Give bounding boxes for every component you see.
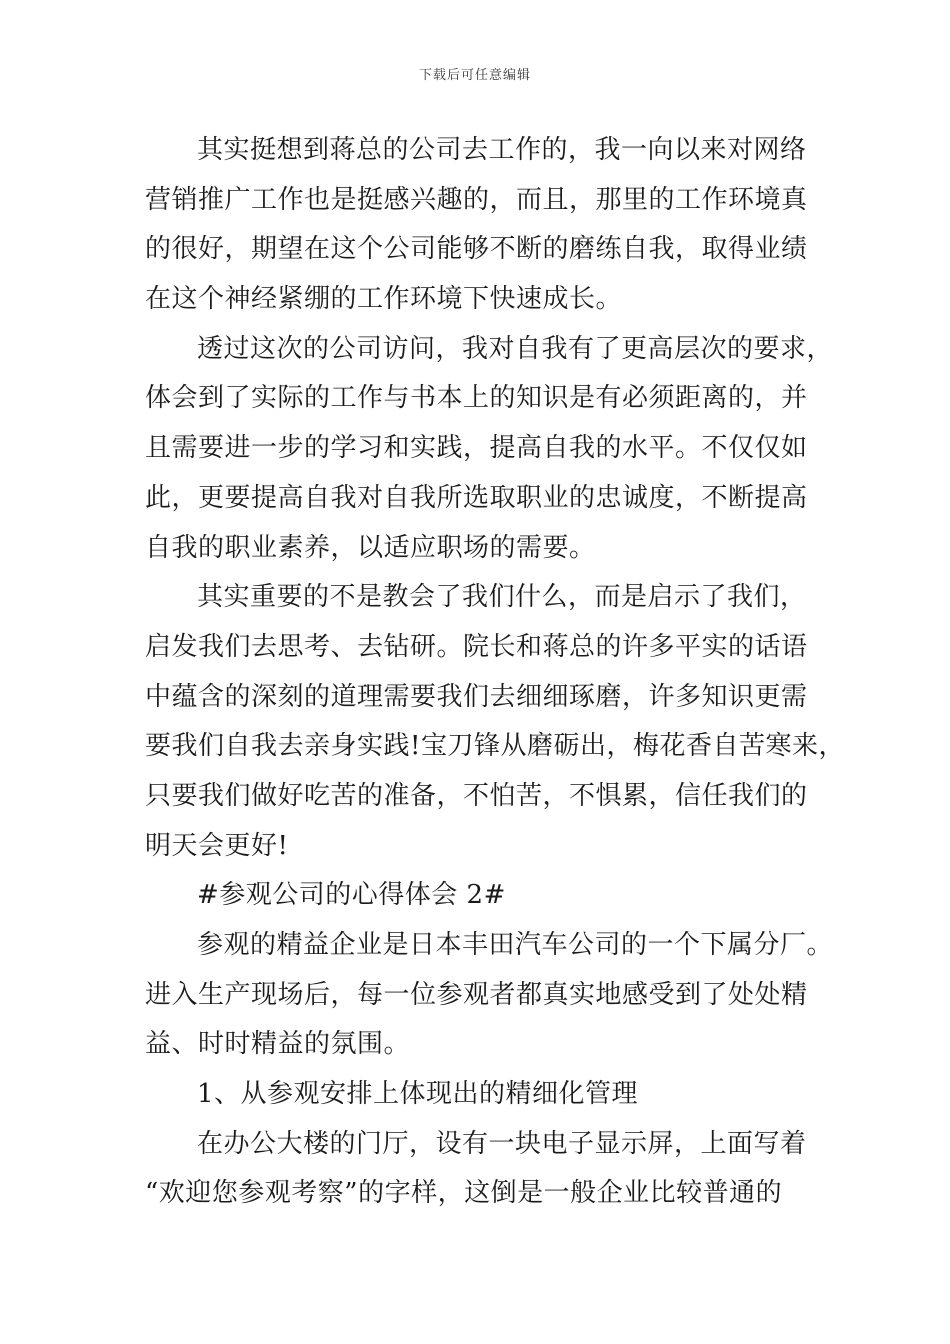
- document-body: [145, 126, 845, 1219]
- paragraph-line: 透过这次的公司访问，我对自我有了更高层次的要求，: [197, 333, 834, 364]
- paragraph-line: 营销推广工作也是挺感兴趣的，而且，那里的工作环境真: [145, 184, 808, 215]
- paragraph-line: “欢迎您参观考察”的字样，这倒是一般企业比较普通的: [145, 1178, 783, 1209]
- paragraph-line: 体会到了实际的工作与书本上的知识是有必须距离的，并: [145, 383, 808, 414]
- page-header-note: 下载后可任意编辑: [418, 68, 531, 83]
- paragraph-line: 进入生产现场后，每一位参观者都真实地感受到了处处精: [145, 979, 808, 1010]
- paragraph-line: 中蕴含的深刻的道理需要我们去细细琢磨，许多知识更需: [145, 681, 808, 712]
- section-heading: #参观公司的心得体会 2#: [197, 880, 506, 911]
- paragraph-line: 益、时时精益的氛围。: [145, 1029, 411, 1060]
- paragraph-line: 其实挺想到蒋总的公司去工作的，我一向以来对网络: [197, 135, 807, 165]
- paragraph-line: 启发我们去思考、去钻研。院长和蒋总的许多平实的话语: [145, 631, 808, 662]
- paragraph-line: 只要我们做好吃苦的准备，不怕苦，不惧累，信任我们的: [145, 780, 808, 811]
- paragraph-line: 要我们自我去亲身实践!宝刀锋从磨砺出，梅花香自苦寒来，: [145, 731, 845, 762]
- paragraph-line: 在这个神经紧绷的工作环境下快速成长。: [145, 284, 623, 315]
- paragraph-line: 其实重要的不是教会了我们什么，而是启示了我们，: [197, 582, 807, 613]
- paragraph-line: 此，更要提高自我对自我所选取职业的忠诚度，不断提高: [145, 482, 808, 513]
- paragraph-line: 的很好，期望在这个公司能够不断的磨练自我，取得业绩: [145, 234, 808, 265]
- paragraph-line: 在办公大楼的门厅，设有一块电子显示屏，上面写着: [197, 1128, 807, 1159]
- paragraph-line: 自我的职业素养，以适应职场的需要。: [145, 532, 596, 563]
- subsection-heading: 1、从参观安排上体现出的精细化管理: [197, 1079, 639, 1110]
- paragraph-line: 参观的精益企业是日本丰田汽车公司的一个下属分厂。: [197, 930, 834, 960]
- paragraph-line: 明天会更好!: [145, 830, 289, 861]
- paragraph-line: 且需要进一步的学习和实践，提高自我的水平。不仅仅如: [145, 433, 808, 464]
